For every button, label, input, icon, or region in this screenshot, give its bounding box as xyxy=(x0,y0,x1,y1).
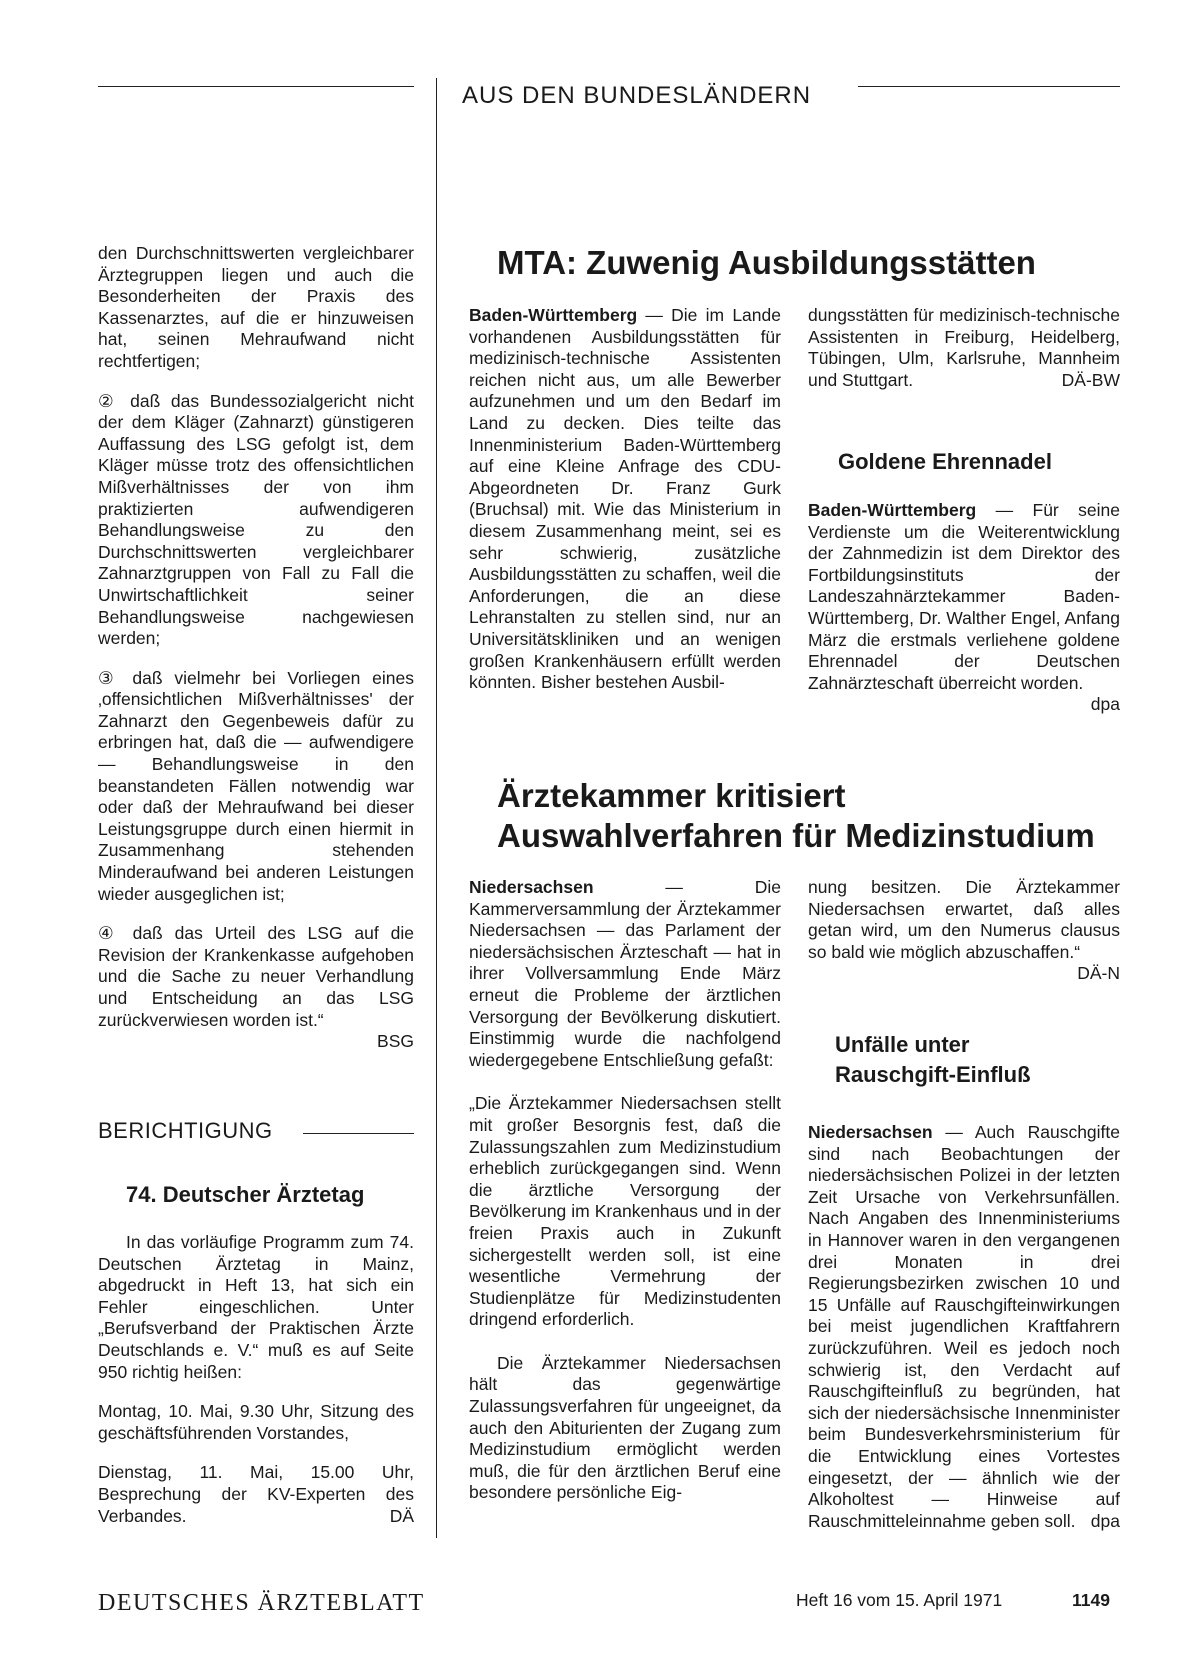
aerztekammer-headline-line-1: Ärztekammer kritisiert xyxy=(497,777,846,814)
left-paragraph-3: ③ daß vielmehr bei Vorliegen eines ‚offensichtlichen Mißverhältnisses' der Zahnarzt den Gegenbeweis dafür zu erbringen hat, daß die — aufwendigere — Behandlungsweise in den beanstandeten Fällen notwendig war oder daß der Mehraufwand bei dieser Leistungsgruppe durch einen hiermit in Zusammenhang stehenden Minderaufwand bei anderen Leistungen wieder ausgeglichen ist; xyxy=(98,667,414,904)
mta-signature: DÄ-BW xyxy=(1061,369,1120,390)
berichtigung-paragraph-3-text: Dienstag, 11. Mai, 15.00 Uhr, Besprechung der KV-Experten des Verbandes. xyxy=(98,1462,414,1526)
unfaelle-column xyxy=(808,1122,1120,1532)
footer-issue: Heft 16 vom 15. April 1971 xyxy=(796,1590,1003,1610)
berichtigung-paragraph-1: In das vorläufige Programm zum 74. Deutschen Ärztetag in Mainz, abgedruckt in Heft 13, hat sich ein Fehler eingeschlichen. Unter „Berufsverband der Praktischen Ärzte Deutschlands e. V.“ muß es auf Seite 950 richtig heißen: xyxy=(98,1232,414,1382)
mta-headline: MTA: Zuwenig Ausbildungsstätten xyxy=(497,244,1036,281)
aerztekammer-signature: DÄ-N xyxy=(1077,963,1120,984)
column-divider xyxy=(436,78,437,1538)
berichtigung-rule xyxy=(303,1133,414,1134)
berichtigung-paragraph-3 xyxy=(98,1462,414,1527)
mta-text-1: — Die im Lande vorhandenen Ausbildungsstätten für medizinisch-technische Assistenten reichen nicht aus, um alle Bewerber aufzunehmen und um den Bedarf im Land zu decken. Dies teilte das Innenministerium Baden-Württemberg auf eine Kleine Anfrage des CDU-Abgeordneten Dr. Franz Gurk (Bruchsal) mit. Wie das Ministerium in diesem Zusammenhang meint, sei es sehr schwierig, zusätzliche Ausbildungsstätten zu schaffen, weil die Anforderungen, die an diese Lehranstalten zu stellen sind, nur an Universitätskliniken und an wenigen großen Krankenhäusern erfüllt werden könnten. Bisher bestehen Ausbil- xyxy=(469,305,781,693)
bsg-signature: BSG xyxy=(377,1031,414,1052)
aerztekammer-paragraph-2: „Die Ärztekammer Niedersachsen stellt mit großer Besorgnis fest, daß die Zulassungszahlen zum Medizinstudium erheblich zurückgegangen sind. Wenn die ärztliche Versorgung der Bevölkerung im Krankenhaus und in der freien Praxis auch in Zukunft sichergestellt werden soll, ist eine wesentliche Vermehrung der Studienplätze für Medizinstudenten dringend erforderlich. xyxy=(469,1093,781,1330)
aerztekammer-column-1 xyxy=(469,877,781,1504)
ehrennadel-dateline: Baden-Württemberg xyxy=(808,500,977,520)
berichtigung-paragraph-2: Montag, 10. Mai, 9.30 Uhr, Sitzung des geschäftsführenden Vorstandes, xyxy=(98,1401,414,1443)
mta-text-2: dungsstätten für medizinisch-technische Assistenten in Freiburg, Heidelberg, Tübingen, Ulm, Karlsruhe, Mannheim und Stuttgart. xyxy=(808,305,1120,390)
unfaelle-dateline: Niedersachsen xyxy=(808,1122,933,1142)
mta-paragraph xyxy=(469,305,781,694)
aerztekammer-column-2 xyxy=(808,877,1120,985)
left-paragraph-4 xyxy=(98,923,414,1031)
aerztekammer-headline-line-2: Auswahlverfahren für Medizinstudium xyxy=(497,817,1095,854)
unfaelle-headline-line-2: Rauschgift-Einfluß xyxy=(835,1062,1031,1087)
berichtigung-title: 74. Deutscher Ärztetag xyxy=(126,1182,365,1207)
ehrennadel-paragraph xyxy=(808,500,1120,715)
mta-column-2 xyxy=(808,305,1120,391)
unfaelle-paragraph xyxy=(808,1122,1120,1532)
ehrennadel-headline: Goldene Ehrennadel xyxy=(838,449,1052,474)
aerztekammer-text-1: — Die Kammerversammlung der Ärztekammer Niedersachsen — das Parlament der niedersächsischen Ärzteschaft — hat in ihrer Vollversammlung Ende März erneut die Probleme der ärztlichen Versorgung der Bevölkerung diskutiert. Einstimmig wurde die nachfolgend wiedergegebene Entschließung gefaßt: xyxy=(469,877,781,1070)
mta-dateline: Baden-Württemberg xyxy=(469,305,638,325)
top-rule-left xyxy=(98,86,414,87)
mta-column-1 xyxy=(469,305,781,694)
da-signature: DÄ xyxy=(389,1505,414,1526)
unfaelle-text: — Auch Rauschgifte sind nach Beobachtungen der niedersächsischen Polizei in der letzten Zeit Ursache von Verkehrsunfällen. Nach Angaben des Innenministeriums in Hannover waren in den vergangenen drei Monaten in drei Regierungsbezirken zwischen 10 und 15 Unfälle auf Rauschgifteinwirkungen bei meist jugendlichen Kraftfahrern zurückzuführen. Weil es jedoch noch schwierig ist, den Verdacht auf Rauschgifteinfluß zu begründen, hat sich der niedersächsische Innenminister beim Bundesverkehrsministerium für die Entwicklung eines Vortestes eingesetzt, der — ähnlich wie der Alkoholtest — Hinweise auf Rauschmitteleinnahme geben soll. xyxy=(808,1122,1120,1531)
left-paragraph-4-text: ④ daß das Urteil des LSG auf die Revision der Krankenkasse aufgehoben und die Sache zu neuer Verhandlung und Entscheidung an das LSG zurückverwiesen worden ist.“ xyxy=(98,923,414,1030)
footer-masthead: DEUTSCHES ÄRZTEBLATT xyxy=(98,1590,425,1616)
berichtigung-body xyxy=(98,1232,414,1527)
left-paragraph-2: ② daß das Bundessozialgericht nicht der dem Kläger (Zahnarzt) günstigeren Auffassung des LSG gefolgt ist, dem Kläger müsse trotz des offensichtlichen Mißverhältnisses der von ihm praktizierten aufwendigeren Behandlungsweise zu den Durchschnittswerten vergleichbarer Zahnarztgruppen von Fall zu Fall die Unwirtschaftlichkeit seiner Behandlungsweise nachgewiesen werden; xyxy=(98,390,414,649)
aerztekammer-continuation xyxy=(808,877,1120,984)
ehrennadel-column xyxy=(808,500,1120,716)
section-header: AUS DEN BUNDESLÄNDERN xyxy=(462,82,812,109)
aerztekammer-paragraph-3: Die Ärztekammer Niedersachsen hält das gegenwärtige Zulassungsverfahren für ungeeignet, da auch den Abiturienten der Zugang zum Medizinstudium ermöglicht werden muß, die für den ärztlichen Beruf eine besondere persönliche Eig- xyxy=(469,1352,781,1503)
aerztekammer-text-4: nung besitzen. Die Ärztekammer Niedersachsen erwartet, daß alles getan wird, um den Numerus clausus so bald wie möglich abzuschaffen.“ xyxy=(808,877,1120,962)
footer-page-number: 1149 xyxy=(1072,1590,1110,1610)
mta-continuation xyxy=(808,305,1120,391)
unfaelle-signature: dpa xyxy=(1090,1510,1120,1531)
aerztekammer-paragraph-1 xyxy=(469,877,781,1071)
aerztekammer-dateline: Niedersachsen xyxy=(469,877,594,897)
ehrennadel-text: — Für seine Verdienste um die Weiterentwicklung der Zahnmedizin ist dem Direktor des Fortbildungsinstituts der Landeszahnärztekammer Baden-Württemberg, Dr. Walther Engel, Anfang März die erstmals verliehene goldene Ehrennadel der Deutschen Zahnärzteschaft überreicht worden. xyxy=(808,500,1120,693)
berichtigung-label: BERICHTIGUNG xyxy=(98,1118,273,1143)
unfaelle-headline-line-1: Unfälle unter xyxy=(835,1032,970,1057)
top-rule-right xyxy=(858,86,1120,87)
ehrennadel-signature: dpa xyxy=(1090,694,1120,715)
left-paragraph-1: den Durchschnittswerten vergleichbarer Ärztegruppen liegen und auch die Besonderheiten der Praxis des Kassenarztes, auf die er hinzuweisen hat, seinen Mehraufwand nicht rechtfertigen; xyxy=(98,243,414,371)
left-column xyxy=(98,243,414,1053)
